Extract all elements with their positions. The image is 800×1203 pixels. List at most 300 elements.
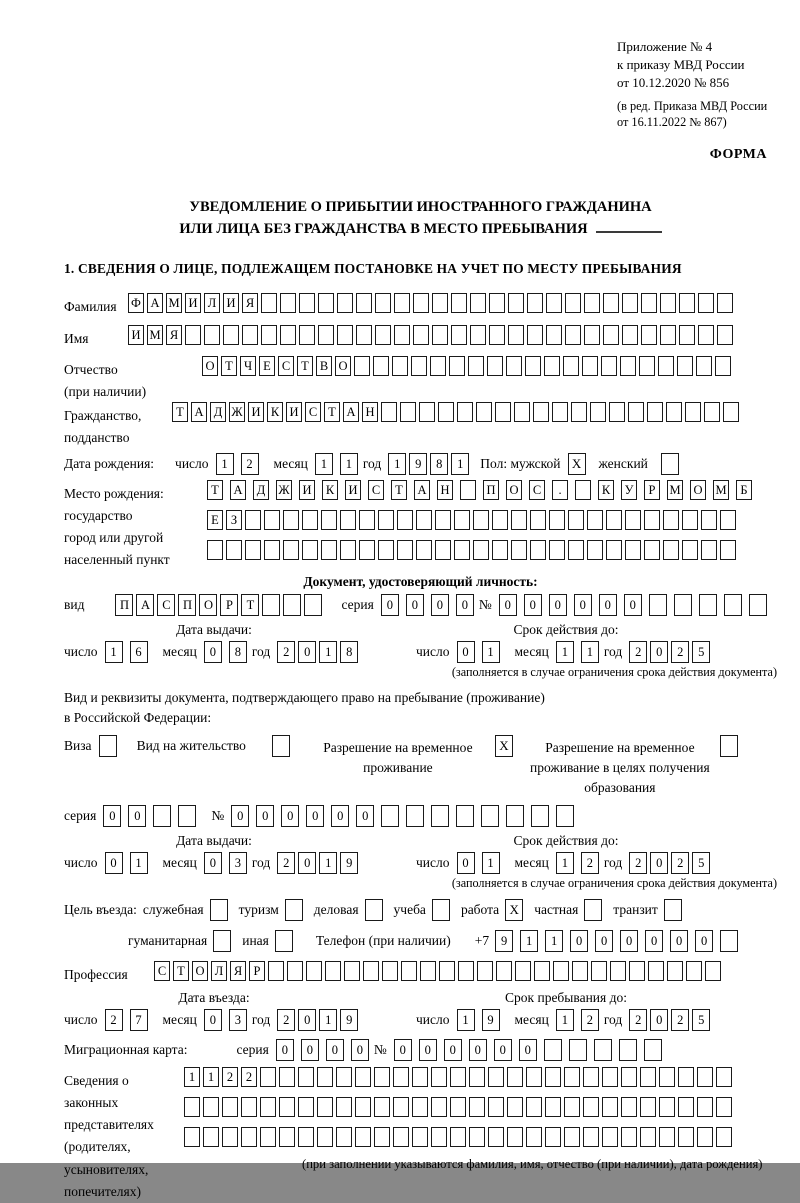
char-box[interactable]: 2 bbox=[671, 641, 689, 663]
char-box[interactable] bbox=[375, 325, 391, 345]
patronymic-boxes[interactable] bbox=[202, 356, 731, 376]
char-box[interactable] bbox=[511, 540, 527, 560]
stay-day[interactable] bbox=[457, 1009, 500, 1031]
residence-valid-year[interactable] bbox=[629, 852, 710, 874]
char-box[interactable] bbox=[488, 1127, 504, 1147]
char-box[interactable] bbox=[685, 402, 701, 422]
char-box[interactable]: 9 bbox=[340, 852, 358, 874]
char-box[interactable]: 0 bbox=[301, 1039, 319, 1061]
char-box[interactable] bbox=[298, 1127, 314, 1147]
char-box[interactable] bbox=[564, 1097, 580, 1117]
char-box[interactable] bbox=[397, 510, 413, 530]
char-box[interactable]: А bbox=[191, 402, 207, 422]
char-box[interactable] bbox=[469, 1097, 485, 1117]
char-box[interactable] bbox=[394, 293, 410, 313]
char-box[interactable] bbox=[318, 325, 334, 345]
char-box[interactable] bbox=[374, 1097, 390, 1117]
char-box[interactable] bbox=[487, 356, 503, 376]
char-box[interactable]: 9 bbox=[340, 1009, 358, 1031]
char-box[interactable] bbox=[381, 805, 399, 827]
char-box[interactable] bbox=[411, 356, 427, 376]
char-box[interactable]: 1 bbox=[319, 1009, 337, 1031]
char-box[interactable] bbox=[279, 1067, 295, 1087]
char-box[interactable] bbox=[565, 325, 581, 345]
identity-valid-year[interactable] bbox=[629, 641, 710, 663]
char-box[interactable] bbox=[508, 325, 524, 345]
char-box[interactable]: 1 bbox=[388, 453, 406, 475]
char-box[interactable] bbox=[583, 1097, 599, 1117]
char-box[interactable] bbox=[621, 1067, 637, 1087]
char-box[interactable]: П bbox=[483, 480, 499, 500]
char-box[interactable] bbox=[184, 1127, 200, 1147]
char-box[interactable] bbox=[602, 1067, 618, 1087]
char-box[interactable]: П bbox=[115, 594, 133, 616]
char-box[interactable] bbox=[412, 1067, 428, 1087]
char-box[interactable] bbox=[572, 961, 588, 981]
residence-series-boxes[interactable] bbox=[103, 805, 196, 827]
char-box[interactable] bbox=[304, 594, 322, 616]
char-box[interactable]: 2 bbox=[105, 1009, 123, 1031]
char-box[interactable]: 1 bbox=[315, 453, 333, 475]
char-box[interactable]: Т bbox=[221, 356, 237, 376]
char-box[interactable] bbox=[564, 1067, 580, 1087]
char-box[interactable] bbox=[659, 1127, 675, 1147]
char-box[interactable] bbox=[679, 325, 695, 345]
char-box[interactable]: 0 bbox=[620, 930, 638, 952]
char-box[interactable] bbox=[720, 510, 736, 530]
char-box[interactable] bbox=[527, 325, 543, 345]
char-box[interactable] bbox=[283, 510, 299, 530]
char-box[interactable]: 0 bbox=[394, 1039, 412, 1061]
char-box[interactable]: Ж bbox=[276, 480, 292, 500]
char-box[interactable]: 2 bbox=[277, 1009, 295, 1031]
char-box[interactable] bbox=[439, 961, 455, 981]
char-box[interactable]: Р bbox=[249, 961, 265, 981]
char-box[interactable] bbox=[716, 1097, 732, 1117]
char-box[interactable]: 1 bbox=[319, 852, 337, 874]
char-box[interactable]: Н bbox=[362, 402, 378, 422]
char-box[interactable] bbox=[544, 356, 560, 376]
char-box[interactable] bbox=[492, 510, 508, 530]
char-box[interactable] bbox=[488, 1067, 504, 1087]
char-box[interactable]: 8 bbox=[340, 641, 358, 663]
char-box[interactable] bbox=[583, 1067, 599, 1087]
char-box[interactable]: Ч bbox=[240, 356, 256, 376]
char-box[interactable] bbox=[203, 1097, 219, 1117]
char-box[interactable]: 1 bbox=[105, 641, 123, 663]
char-box[interactable] bbox=[619, 1039, 637, 1061]
char-box[interactable] bbox=[640, 1067, 656, 1087]
char-box[interactable] bbox=[723, 402, 739, 422]
char-box[interactable]: Ж bbox=[229, 402, 245, 422]
citizenship-boxes[interactable] bbox=[172, 402, 739, 422]
char-box[interactable] bbox=[325, 961, 341, 981]
char-box[interactable]: 5 bbox=[692, 1009, 710, 1031]
char-box[interactable] bbox=[397, 540, 413, 560]
char-box[interactable]: 1 bbox=[482, 641, 500, 663]
char-box[interactable] bbox=[603, 293, 619, 313]
char-box[interactable] bbox=[400, 402, 416, 422]
surname-boxes[interactable] bbox=[128, 293, 733, 313]
char-box[interactable] bbox=[454, 540, 470, 560]
char-box[interactable] bbox=[659, 1097, 675, 1117]
char-box[interactable] bbox=[317, 1067, 333, 1087]
char-box[interactable]: 9 bbox=[409, 453, 427, 475]
char-box[interactable] bbox=[373, 356, 389, 376]
char-box[interactable] bbox=[336, 1127, 352, 1147]
char-box[interactable]: 1 bbox=[545, 930, 563, 952]
identity-valid-month[interactable] bbox=[556, 641, 599, 663]
char-box[interactable] bbox=[473, 510, 489, 530]
char-box[interactable] bbox=[507, 1127, 523, 1147]
char-box[interactable] bbox=[628, 402, 644, 422]
char-box[interactable]: 0 bbox=[574, 594, 592, 616]
char-box[interactable]: Н bbox=[437, 480, 453, 500]
char-box[interactable]: 0 bbox=[524, 594, 542, 616]
char-box[interactable] bbox=[241, 1097, 257, 1117]
char-box[interactable]: 0 bbox=[444, 1039, 462, 1061]
char-box[interactable] bbox=[553, 961, 569, 981]
char-box[interactable] bbox=[647, 402, 663, 422]
char-box[interactable] bbox=[438, 402, 454, 422]
char-box[interactable] bbox=[506, 805, 524, 827]
char-box[interactable] bbox=[591, 961, 607, 981]
char-box[interactable] bbox=[261, 325, 277, 345]
char-box[interactable]: 0 bbox=[650, 852, 668, 874]
char-box[interactable] bbox=[454, 510, 470, 530]
char-box[interactable] bbox=[697, 1067, 713, 1087]
char-box[interactable] bbox=[223, 325, 239, 345]
char-box[interactable] bbox=[262, 594, 280, 616]
char-box[interactable] bbox=[469, 1067, 485, 1087]
char-box[interactable]: 0 bbox=[645, 930, 663, 952]
char-box[interactable]: А bbox=[147, 293, 163, 313]
char-box[interactable]: Е bbox=[259, 356, 275, 376]
char-box[interactable] bbox=[204, 325, 220, 345]
char-box[interactable] bbox=[451, 325, 467, 345]
char-box[interactable]: И bbox=[286, 402, 302, 422]
purpose-study-checkbox[interactable] bbox=[432, 899, 450, 921]
char-box[interactable]: 6 bbox=[130, 641, 148, 663]
char-box[interactable]: 0 bbox=[381, 594, 399, 616]
char-box[interactable] bbox=[724, 594, 742, 616]
identity-series-boxes[interactable] bbox=[381, 594, 474, 616]
char-box[interactable]: 2 bbox=[581, 1009, 599, 1031]
char-box[interactable] bbox=[563, 356, 579, 376]
char-box[interactable] bbox=[412, 1097, 428, 1117]
char-box[interactable] bbox=[496, 961, 512, 981]
char-box[interactable]: 8 bbox=[229, 641, 247, 663]
char-box[interactable]: А bbox=[414, 480, 430, 500]
char-box[interactable] bbox=[621, 1127, 637, 1147]
char-box[interactable] bbox=[526, 1067, 542, 1087]
char-box[interactable]: 0 bbox=[570, 930, 588, 952]
char-box[interactable] bbox=[374, 1067, 390, 1087]
char-box[interactable] bbox=[260, 1097, 276, 1117]
char-box[interactable]: 1 bbox=[451, 453, 469, 475]
identity-number-boxes[interactable] bbox=[499, 594, 767, 616]
char-box[interactable] bbox=[622, 293, 638, 313]
char-box[interactable] bbox=[644, 510, 660, 530]
char-box[interactable] bbox=[587, 510, 603, 530]
char-box[interactable] bbox=[648, 961, 664, 981]
char-box[interactable]: 0 bbox=[256, 805, 274, 827]
char-box[interactable] bbox=[468, 356, 484, 376]
char-box[interactable] bbox=[530, 540, 546, 560]
char-box[interactable] bbox=[317, 1097, 333, 1117]
char-box[interactable] bbox=[660, 293, 676, 313]
char-box[interactable] bbox=[318, 293, 334, 313]
char-box[interactable] bbox=[506, 356, 522, 376]
char-box[interactable] bbox=[717, 293, 733, 313]
char-box[interactable] bbox=[355, 1127, 371, 1147]
char-box[interactable] bbox=[431, 1067, 447, 1087]
char-box[interactable] bbox=[488, 1097, 504, 1117]
char-box[interactable]: 0 bbox=[549, 594, 567, 616]
char-box[interactable] bbox=[378, 540, 394, 560]
char-box[interactable] bbox=[492, 540, 508, 560]
char-box[interactable] bbox=[374, 1127, 390, 1147]
char-box[interactable] bbox=[549, 540, 565, 560]
char-box[interactable]: 5 bbox=[692, 852, 710, 874]
char-box[interactable] bbox=[226, 540, 242, 560]
char-box[interactable] bbox=[686, 961, 702, 981]
char-box[interactable]: 1 bbox=[184, 1067, 200, 1087]
char-box[interactable]: 0 bbox=[231, 805, 249, 827]
char-box[interactable]: 0 bbox=[298, 1009, 316, 1031]
char-box[interactable]: 1 bbox=[203, 1067, 219, 1087]
char-box[interactable] bbox=[568, 540, 584, 560]
char-box[interactable]: 9 bbox=[495, 930, 513, 952]
char-box[interactable] bbox=[299, 293, 315, 313]
char-box[interactable] bbox=[450, 1097, 466, 1117]
char-box[interactable]: Д bbox=[253, 480, 269, 500]
char-box[interactable] bbox=[489, 325, 505, 345]
char-box[interactable]: 0 bbox=[298, 641, 316, 663]
char-box[interactable] bbox=[481, 805, 499, 827]
char-box[interactable] bbox=[432, 325, 448, 345]
char-box[interactable]: 2 bbox=[671, 852, 689, 874]
char-box[interactable] bbox=[663, 540, 679, 560]
char-box[interactable]: 1 bbox=[319, 641, 337, 663]
char-box[interactable]: М bbox=[166, 293, 182, 313]
char-box[interactable] bbox=[620, 356, 636, 376]
char-box[interactable] bbox=[432, 293, 448, 313]
char-box[interactable]: О bbox=[192, 961, 208, 981]
char-box[interactable] bbox=[355, 1097, 371, 1117]
char-box[interactable]: 0 bbox=[128, 805, 146, 827]
char-box[interactable] bbox=[321, 510, 337, 530]
purpose-work-checkbox[interactable]: X bbox=[505, 899, 523, 921]
char-box[interactable]: 0 bbox=[204, 852, 222, 874]
char-box[interactable]: 2 bbox=[222, 1067, 238, 1087]
char-box[interactable]: 0 bbox=[624, 594, 642, 616]
char-box[interactable]: 0 bbox=[204, 641, 222, 663]
char-box[interactable]: Я bbox=[242, 293, 258, 313]
char-box[interactable]: 0 bbox=[469, 1039, 487, 1061]
residence-number-boxes[interactable] bbox=[231, 805, 574, 827]
char-box[interactable] bbox=[356, 293, 372, 313]
char-box[interactable] bbox=[222, 1127, 238, 1147]
char-box[interactable] bbox=[697, 1097, 713, 1117]
char-box[interactable] bbox=[660, 325, 676, 345]
char-box[interactable]: 1 bbox=[581, 641, 599, 663]
profession-boxes[interactable] bbox=[154, 961, 721, 981]
char-box[interactable] bbox=[720, 930, 738, 952]
char-box[interactable] bbox=[245, 540, 261, 560]
char-box[interactable] bbox=[416, 540, 432, 560]
char-box[interactable] bbox=[625, 540, 641, 560]
char-box[interactable] bbox=[556, 805, 574, 827]
char-box[interactable]: М bbox=[667, 480, 683, 500]
char-box[interactable] bbox=[606, 540, 622, 560]
identity-valid-day[interactable] bbox=[457, 641, 500, 663]
char-box[interactable] bbox=[470, 325, 486, 345]
char-box[interactable] bbox=[413, 293, 429, 313]
char-box[interactable]: 0 bbox=[326, 1039, 344, 1061]
residence-valid-day[interactable] bbox=[457, 852, 500, 874]
char-box[interactable]: О bbox=[199, 594, 217, 616]
char-box[interactable] bbox=[457, 402, 473, 422]
char-box[interactable] bbox=[476, 402, 492, 422]
char-box[interactable]: Т bbox=[324, 402, 340, 422]
char-box[interactable] bbox=[530, 510, 546, 530]
identity-issue-year[interactable] bbox=[277, 641, 358, 663]
option-visa-checkbox[interactable] bbox=[99, 735, 117, 757]
char-box[interactable] bbox=[279, 1127, 295, 1147]
char-box[interactable] bbox=[609, 402, 625, 422]
char-box[interactable] bbox=[534, 961, 550, 981]
char-box[interactable] bbox=[678, 1127, 694, 1147]
char-box[interactable]: 0 bbox=[406, 594, 424, 616]
char-box[interactable] bbox=[663, 510, 679, 530]
char-box[interactable] bbox=[337, 325, 353, 345]
char-box[interactable] bbox=[359, 510, 375, 530]
representatives-line1[interactable] bbox=[184, 1067, 762, 1087]
char-box[interactable]: 0 bbox=[695, 930, 713, 952]
char-box[interactable]: 0 bbox=[599, 594, 617, 616]
char-box[interactable] bbox=[317, 1127, 333, 1147]
char-box[interactable] bbox=[699, 594, 717, 616]
char-box[interactable]: О bbox=[506, 480, 522, 500]
char-box[interactable] bbox=[696, 356, 712, 376]
sex-female-checkbox[interactable] bbox=[661, 453, 679, 475]
stay-year[interactable] bbox=[629, 1009, 710, 1031]
char-box[interactable] bbox=[545, 1097, 561, 1117]
char-box[interactable] bbox=[545, 1067, 561, 1087]
migration-series-boxes[interactable] bbox=[276, 1039, 369, 1061]
char-box[interactable]: С bbox=[154, 961, 170, 981]
char-box[interactable]: Л bbox=[204, 293, 220, 313]
char-box[interactable]: 2 bbox=[241, 453, 259, 475]
char-box[interactable]: 0 bbox=[499, 594, 517, 616]
residence-issue-month[interactable] bbox=[204, 852, 247, 874]
char-box[interactable]: И bbox=[299, 480, 315, 500]
char-box[interactable] bbox=[515, 961, 531, 981]
birth-year-boxes[interactable] bbox=[388, 453, 469, 475]
char-box[interactable] bbox=[203, 1127, 219, 1147]
char-box[interactable] bbox=[299, 325, 315, 345]
char-box[interactable]: 0 bbox=[457, 641, 475, 663]
char-box[interactable] bbox=[531, 805, 549, 827]
char-box[interactable] bbox=[450, 1127, 466, 1147]
char-box[interactable] bbox=[525, 356, 541, 376]
char-box[interactable]: 0 bbox=[431, 594, 449, 616]
char-box[interactable]: К bbox=[267, 402, 283, 422]
char-box[interactable] bbox=[336, 1067, 352, 1087]
char-box[interactable] bbox=[622, 325, 638, 345]
char-box[interactable]: 0 bbox=[457, 852, 475, 874]
char-box[interactable]: 0 bbox=[419, 1039, 437, 1061]
char-box[interactable] bbox=[359, 540, 375, 560]
char-box[interactable]: С bbox=[278, 356, 294, 376]
char-box[interactable] bbox=[241, 1127, 257, 1147]
char-box[interactable] bbox=[363, 961, 379, 981]
char-box[interactable]: 0 bbox=[306, 805, 324, 827]
char-box[interactable] bbox=[260, 1127, 276, 1147]
char-box[interactable] bbox=[207, 540, 223, 560]
char-box[interactable] bbox=[477, 961, 493, 981]
char-box[interactable] bbox=[659, 1067, 675, 1087]
char-box[interactable]: 0 bbox=[670, 930, 688, 952]
char-box[interactable] bbox=[682, 540, 698, 560]
char-box[interactable] bbox=[178, 805, 196, 827]
char-box[interactable]: 0 bbox=[456, 594, 474, 616]
char-box[interactable] bbox=[511, 510, 527, 530]
char-box[interactable]: 1 bbox=[216, 453, 234, 475]
char-box[interactable]: Т bbox=[173, 961, 189, 981]
char-box[interactable]: Я bbox=[230, 961, 246, 981]
char-box[interactable] bbox=[401, 961, 417, 981]
char-box[interactable] bbox=[601, 356, 617, 376]
char-box[interactable] bbox=[594, 1039, 612, 1061]
char-box[interactable] bbox=[717, 325, 733, 345]
char-box[interactable]: О bbox=[690, 480, 706, 500]
purpose-commercial-checkbox[interactable] bbox=[365, 899, 383, 921]
char-box[interactable]: Д bbox=[210, 402, 226, 422]
char-box[interactable] bbox=[582, 356, 598, 376]
char-box[interactable] bbox=[393, 1097, 409, 1117]
char-box[interactable] bbox=[720, 540, 736, 560]
char-box[interactable]: С bbox=[157, 594, 175, 616]
char-box[interactable] bbox=[640, 1097, 656, 1117]
char-box[interactable] bbox=[354, 356, 370, 376]
identity-kind-boxes[interactable] bbox=[115, 594, 322, 616]
char-box[interactable]: Т bbox=[391, 480, 407, 500]
char-box[interactable] bbox=[583, 1127, 599, 1147]
char-box[interactable] bbox=[602, 1127, 618, 1147]
char-box[interactable] bbox=[644, 1039, 662, 1061]
char-box[interactable]: 2 bbox=[277, 852, 295, 874]
char-box[interactable]: 5 bbox=[692, 641, 710, 663]
birth-place-line3[interactable] bbox=[207, 540, 752, 560]
birth-place-line2[interactable] bbox=[207, 510, 752, 530]
char-box[interactable] bbox=[298, 1067, 314, 1087]
char-box[interactable] bbox=[337, 293, 353, 313]
char-box[interactable]: 1 bbox=[130, 852, 148, 874]
char-box[interactable]: 2 bbox=[629, 1009, 647, 1031]
char-box[interactable] bbox=[658, 356, 674, 376]
char-box[interactable] bbox=[413, 325, 429, 345]
char-box[interactable]: 3 bbox=[229, 852, 247, 874]
char-box[interactable] bbox=[473, 540, 489, 560]
char-box[interactable] bbox=[606, 510, 622, 530]
char-box[interactable] bbox=[382, 961, 398, 981]
char-box[interactable] bbox=[544, 1039, 562, 1061]
char-box[interactable] bbox=[344, 961, 360, 981]
char-box[interactable] bbox=[584, 325, 600, 345]
char-box[interactable] bbox=[264, 540, 280, 560]
